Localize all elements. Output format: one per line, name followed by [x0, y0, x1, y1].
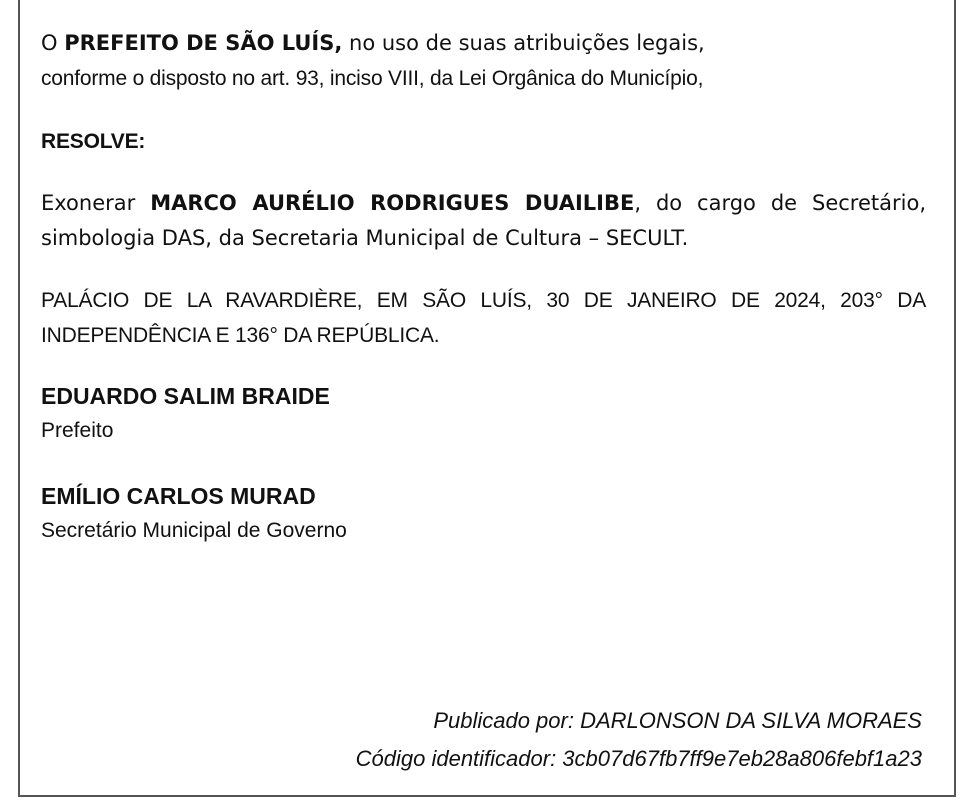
signature-block-secretary: [41, 479, 926, 547]
publication-footer: [356, 702, 922, 778]
signatory-role: Prefeito: [41, 419, 114, 442]
intro-paragraph: [41, 26, 926, 96]
action-paragraph: [41, 186, 926, 256]
published-by: Publicado por: DARLONSON DA SILVA MORAES: [433, 708, 922, 733]
action-prefix: Exonerar: [41, 191, 151, 215]
intro-line1-rest: no uso de suas atribuições legais,: [342, 31, 705, 55]
resolve-heading: RESOLVE:: [41, 130, 146, 153]
signature-block-mayor: [41, 379, 926, 447]
intro-prefix: O: [41, 31, 65, 55]
dismissed-person-name: MARCO AURÉLIO RODRIGUES DUAILIBE: [150, 191, 635, 215]
signatory-name: EDUARDO SALIM BRAIDE: [41, 383, 330, 409]
mayor-title: PREFEITO DE SÃO LUÍS,: [64, 31, 343, 55]
signatory-role: Secretário Municipal de Governo: [41, 519, 347, 542]
place-date-paragraph: PALÁCIO DE LA RAVARDIÈRE, EM SÃO LUÍS, 30 DE JANEIRO DE 2024, 203° DA INDEPENDÊNCIA E 136° DA REPÚBLICA.: [41, 289, 926, 347]
document-frame: [18, 0, 956, 797]
identifier-code: Código identificador: 3cb07d67fb7ff9e7eb28a806febf1a23: [355, 746, 922, 771]
signatory-name: EMÍLIO CARLOS MURAD: [41, 483, 316, 509]
action-rest: , do cargo de Secretário, simbologia DAS, da Secretaria Municipal de Cultura – SECULT.: [41, 191, 926, 250]
decree-body: [41, 26, 926, 547]
intro-line2: conforme o disposto no art. 93, inciso VIII, da Lei Orgânica do Município,: [41, 67, 704, 90]
